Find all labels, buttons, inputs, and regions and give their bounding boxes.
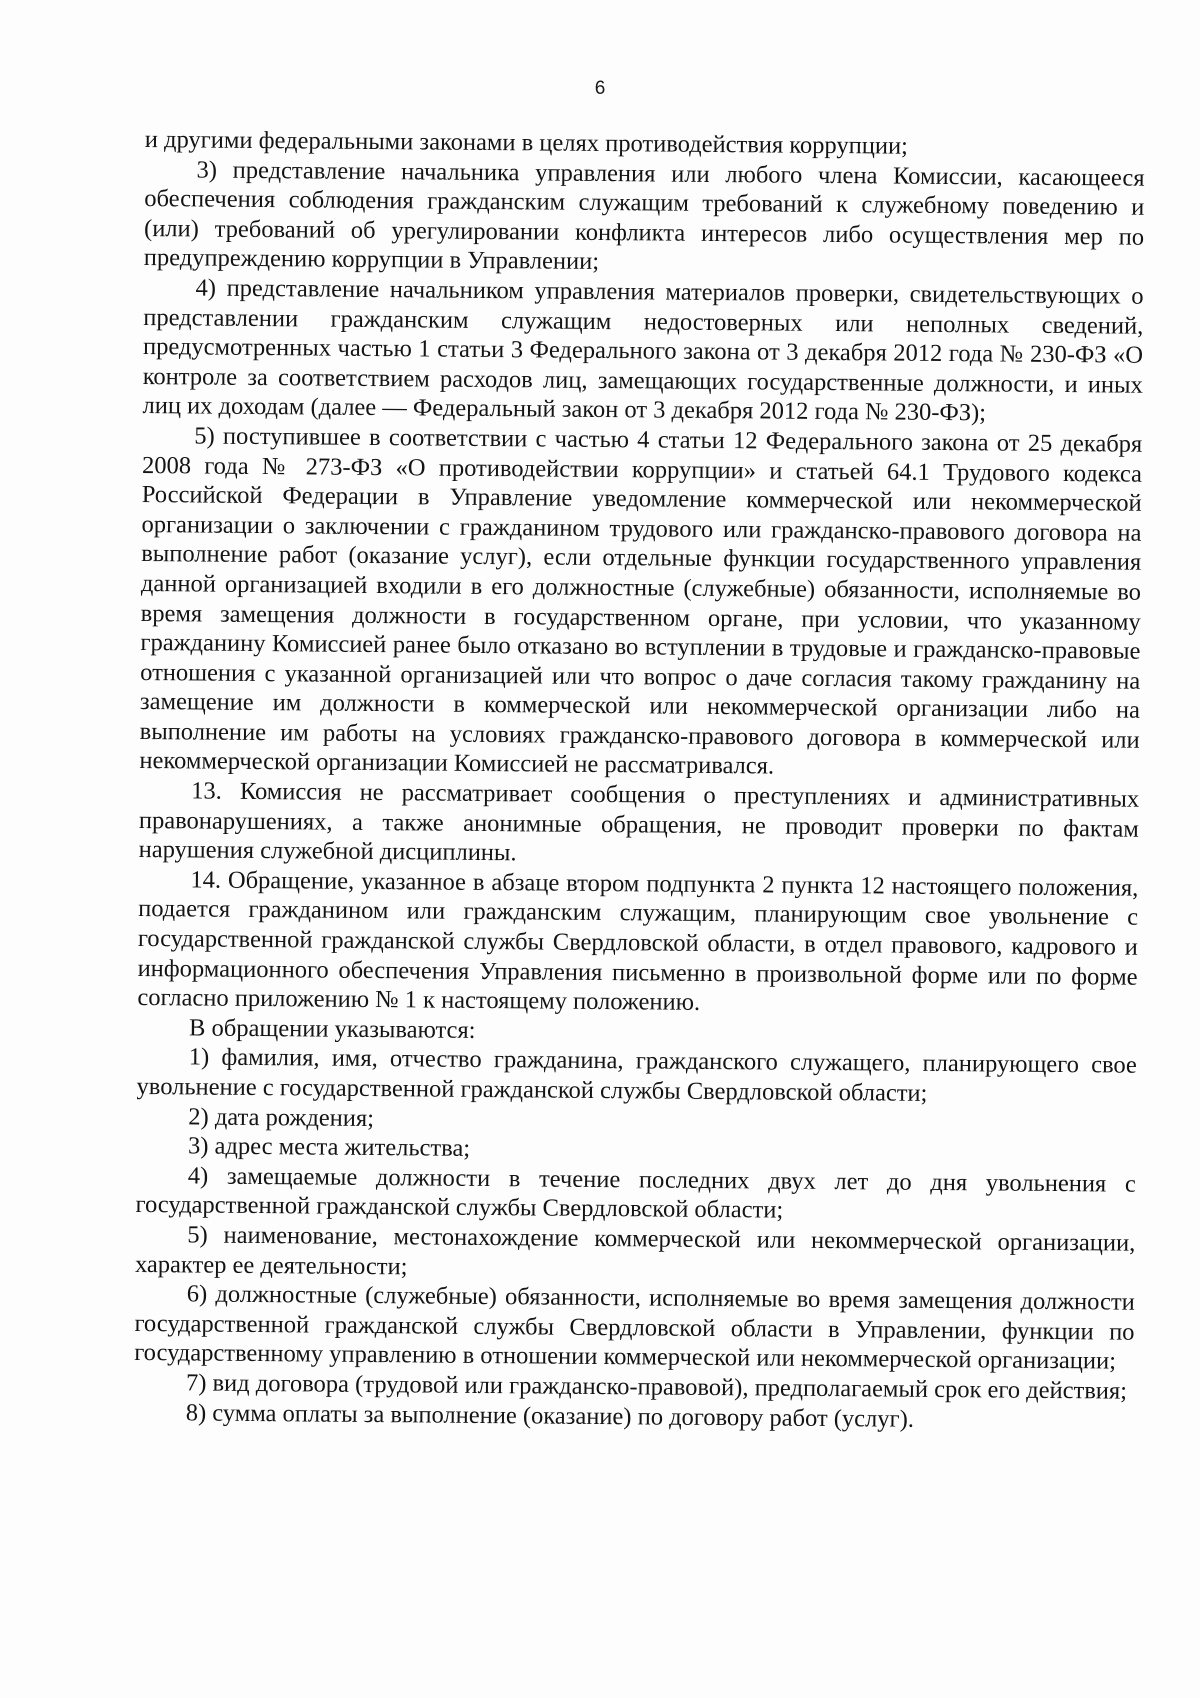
- paragraph: 2) дата рождения;: [188, 1103, 375, 1132]
- paragraph: 6) должностные (служебные) обязанности, исполняемые во время замещения должности государственной гражданской службы Свердловской области в Управлении, функции по государственному управлению в отношении коммерческой или некоммерческой организации;: [134, 1280, 1135, 1375]
- page-number: 6: [594, 78, 606, 99]
- paragraph: и другими федеральными законами в целях противодействия коррупции;: [144, 125, 909, 160]
- paragraph: 3) представление начальника управления или любого члена Комиссии, касающееся обеспечения соблюдения гражданским служащим требований к служебному поведению и (или) требований об урегулировании конфликта интересов либо осуществления мер по предупреждению коррупции в Управлении;: [143, 156, 1145, 276]
- paragraph: 14. Обращение, указанное в абзаце втором подпункта 2 пункта 12 настоящего положения, подается гражданином или гражданским служащим, планирующим свое увольнение с государственной гражданской службы Свердловской области, в отдел правового, кадрового и информационного обеспечения Управления письменно в произвольной форме или по форме согласно приложению № 1 к настоящему положению.: [137, 866, 1139, 1017]
- paragraph: 1) фамилия, имя, отчество гражданина, гражданского служащего, планирующего свое увольнение с государственной гражданской службы Свердловской области;: [136, 1043, 1137, 1107]
- paragraph: 5) поступившее в соответствии с частью 4 статьи 12 Федерального закона от 25 декабря 2008 года № 273-ФЗ «О противодействии коррупции» и статьей 64.1 Трудового кодекса Российской Федерации в Управление уведомление коммерческой или некоммерческой организации о заключении с гражданином трудового или гражданско-правового договора на выполнение работ (оказание услуг), если отдельные функции государственного управления данной организацией входили в его должностные (служебные) обязанности, исполняемые во время замещения должности в государственном органе, при условии, что указанному гражданину Комиссией ранее было отказано во вступлении в трудовые и гражданско-правовые отношения с указанной организацией или что вопрос о даче согласия такому гражданину на замещение им должности в коммерческой или некоммерческой организации либо на выполнение им работы на условиях гражданско-правового договора в коммерческой или некоммерческой организации Комиссией не рассматривался.: [139, 422, 1143, 780]
- paragraph: 3) адрес места жительства;: [187, 1132, 471, 1163]
- document-body: [134, 125, 1145, 1436]
- paragraph: 8) сумма оплаты за выполнение (оказание) по договору работ (услуг).: [185, 1398, 915, 1433]
- paragraph: 4) замещаемые должности в течение последних двух лет до дня увольнения с государственной гражданской службы Свердловской области;: [135, 1162, 1136, 1224]
- paragraph: 13. Комиссия не рассматривает сообщения о преступлениях и административных правонарушениях, а также анонимные обращения, не проводит проверки по фактам нарушения служебной дисциплины.: [138, 777, 1140, 867]
- paragraph: В обращении указываются:: [189, 1014, 476, 1044]
- paragraph: 5) наименование, местонахождение коммерческой или некоммерческой организации, характер ее деятельности;: [134, 1221, 1136, 1280]
- paragraph: 4) представление начальником управления материалов проверки, свидетельствующих о представлении гражданским служащим недостоверных или неполных сведений, предусмотренных частью 1 статьи 3 Федерального закона от 3 декабря 2012 года № 230-ФЗ «О контроле за соответствием расходов лиц, замещающих государственные должности, и иных лиц их доходам (далее — Федеральный закон от 3 декабря 2012 года № 230-ФЗ);: [142, 274, 1144, 427]
- paragraph: 7) вид договора (трудовой или гражданско-правовой), предполагаемый срок его действия;: [185, 1369, 1128, 1405]
